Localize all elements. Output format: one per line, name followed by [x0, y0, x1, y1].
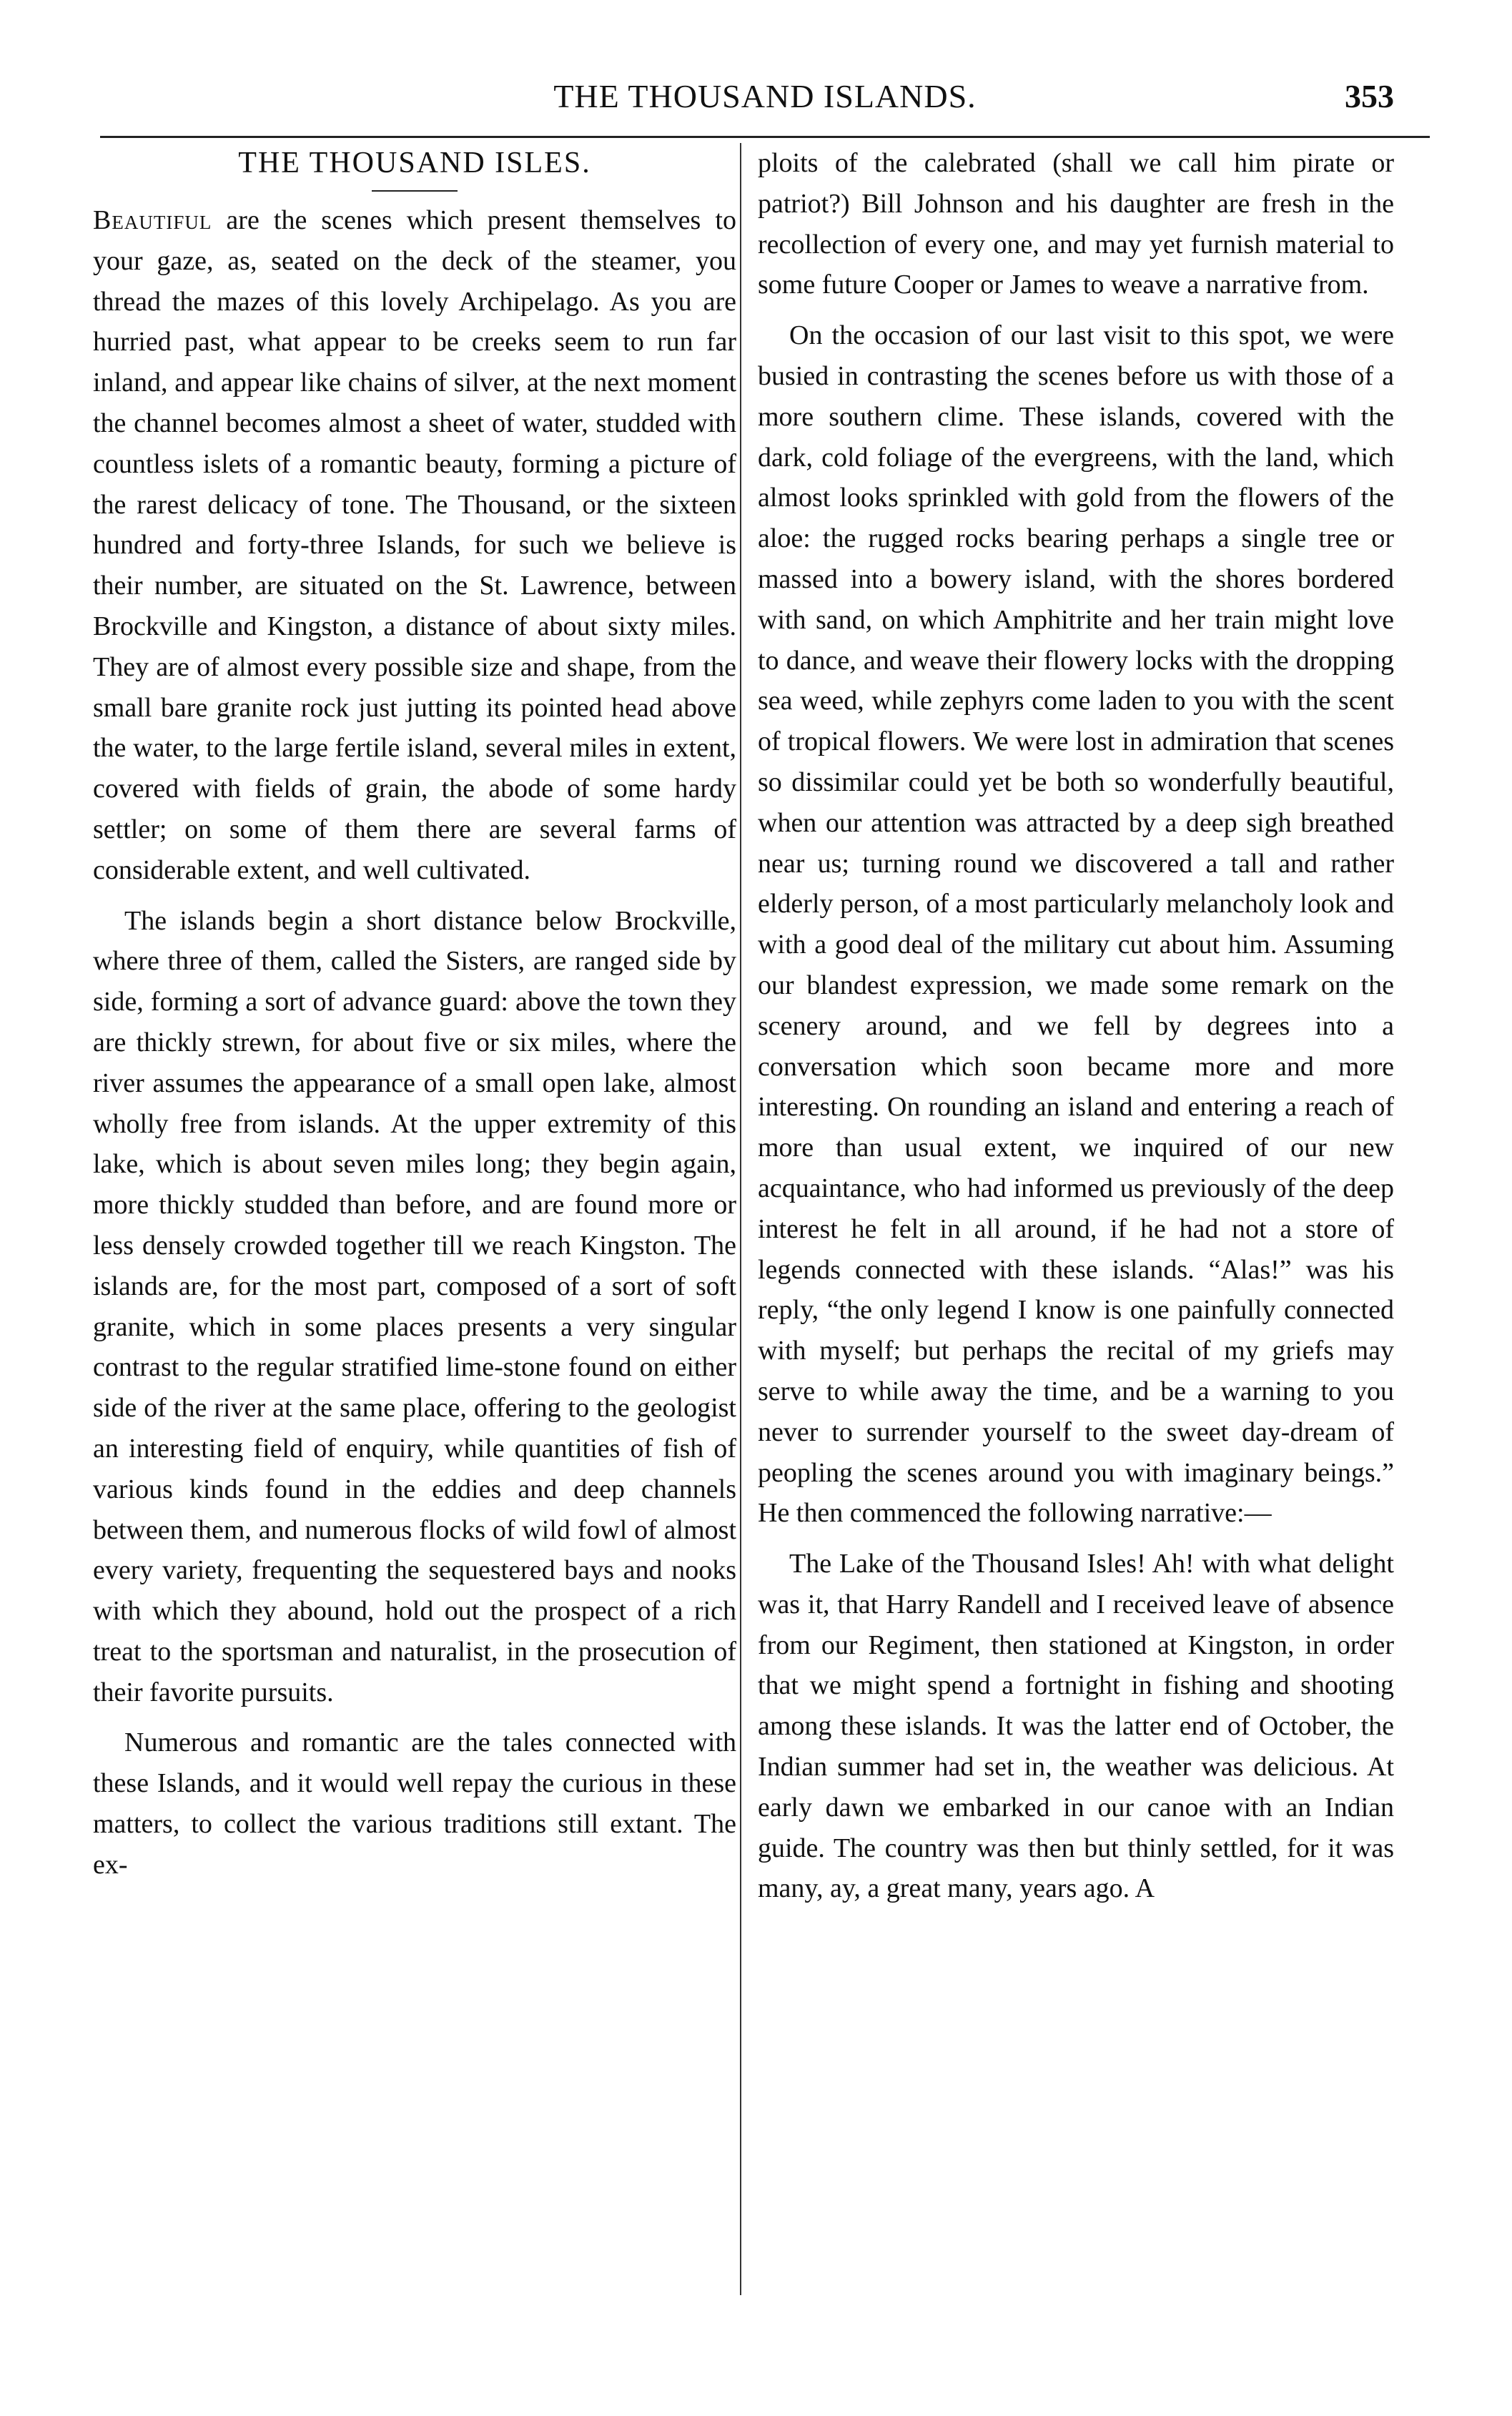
column-divider — [740, 143, 741, 2295]
header-rule — [100, 136, 1430, 138]
paragraph: On the occasion of our last visit to this spot, we were busied in contrasting the scenes before us with those of a more southern clime. These islands, covered with the dark, cold foliage of the evergreens, with the land, which almost looks sprinkled with gold from the flowers of the aloe: the rugged rocks bearing perhaps a single tree or massed into a bowery island, with the shores bordered with sand, on which Amphitrite and her train might love to dance, and weave their flowery locks with the dropping sea weed, while zephyrs come laden to you with the scent of tropical flowers. We were lost in admiration that scenes so dissimilar could yet be both so wonderfully beautiful, when our attention was attracted by a deep sigh breathed near us; turning round we discovered a tall and rather elderly person, of a most particularly melancholy look and with a good deal of the military cut about him. Assuming our blandest expression, we made some remark on the scenery around, and we fell by degrees into a conversation which soon became more and more interesting. On rounding an island and entering a reach of more than usual extent, we inquired of our new acquaintance, who had informed us previously of the deep interest he felt in all around, if he had not a store of legends connected with these islands. “Alas!” was his reply, “the only legend I know is one painfully connected with myself; but perhaps the recital of my griefs may serve to while away the time, and be a warning to you never to surrender yourself to the sweet day-dream of peopling the scenes around you with imaginary beings.” He then commenced the following narrative:— — [758, 320, 1394, 1529]
running-title: THE THOUSAND ISLANDS. — [553, 78, 977, 114]
paragraph-text: are the scenes which present themselves to your gaze, as, seated on the deck of the steamer, you thread the mazes of this lovely Archipelago. As you are hurried past, what appear to be creeks seem to run far inland, and appear like chains of silver, at the next moment the channel becomes almost a sheet of water, studded with countless islets of a romantic beauty, forming a picture of the rarest delicacy of tone. The Thousand, or the sixteen hundred and forty-three Islands, for such we believe is their number, are situated on the St. Lawrence, between Brockville and Kingston, a distance of about sixty miles. They are of almost every possible size and shape, from the small bare granite rock just jutting its pointed head above the water, to the large fertile island, several miles in extent, covered with fields of grain, the abode of some hardy settler; on some of them there are several farms of considerable extent, and well cultivated. — [93, 205, 736, 885]
paragraph: ploits of the calebrated (shall we call him pirate or patriot?) Bill Johnson and his daughter are fresh in the recollection of every one, and may yet furnish material to some future Cooper or James to weave a narrative from. — [758, 148, 1394, 300]
left-column — [93, 143, 736, 1885]
title-rule — [372, 190, 458, 192]
paragraph: The islands begin a short distance below Brockville, where three of them, called the Sisters, are ranged side by side, forming a sort of advance guard: above the town they are thickly strewn, for about five or six miles, where the river assumes the appearance of a small open lake, almost wholly free from islands. At the upper extremity of this lake, which is about seven miles long; they begin again, more thickly studded than before, and are found more or less densely crowded together till we reach Kingston. The islands are, for the most part, composed of a sort of soft granite, which in some places presents a very singular contrast to the regular stratified lime-stone found on either side of the river at the same place, offering to the geologist an interesting field of enquiry, while quantities of fish of various kinds found in the eddies and deep channels between them, and numerous flocks of wild fowl of almost every variety, frequenting the sequestered bays and nooks with which they abound, hold out the prospect of a rich treat to the sportsman and naturalist, in the prosecution of their favorite pursuits. — [93, 905, 736, 1707]
page-number: 353 — [1345, 78, 1394, 114]
paragraph: The Lake of the Thousand Isles! Ah! with what delight was it, that Harry Randell and I received leave of absence from our Regiment, then stationed at Kingston, in order that we might spend a fortnight in fishing and shooting among these islands. It was the latter end of October, the Indian summer had set in, the weather was delicious. At early dawn we embarked in our canoe with an Indian guide. The country was then but thinly settled, for it was many, ay, a great many, years ago. A — [758, 1549, 1394, 1904]
paragraph: Numerous and romantic are the tales connected with these Islands, and it would well repay the curious in these matters, to collect the various traditions still extant. The ex- — [93, 1727, 736, 1880]
right-column — [758, 143, 1394, 1909]
running-head — [93, 77, 1437, 127]
paragraph — [93, 200, 736, 891]
drop-lead-word: Beautiful — [93, 205, 212, 235]
article-title: THE THOUSAND ISLES. — [238, 147, 591, 179]
